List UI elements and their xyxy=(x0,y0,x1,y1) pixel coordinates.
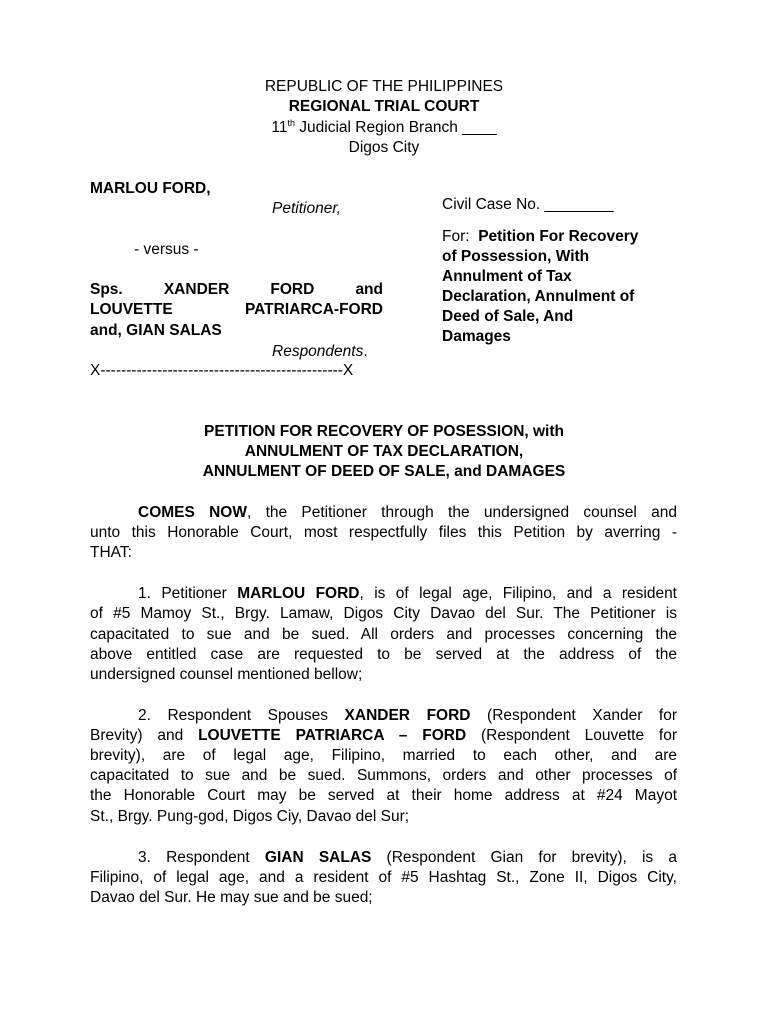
para3-line-2: Filipino, of legal age, and a resident of #5 Hashtag St., Zone II, Digos City, xyxy=(90,869,677,886)
para1-line-5: undersigned counsel mentioned bellow; xyxy=(90,666,363,683)
resp-word: and xyxy=(355,281,383,298)
respondents-line-2 xyxy=(90,301,383,319)
resp-word: LOUVETTE xyxy=(90,301,173,318)
para1-text: , is of legal age, Filipino, and a resident xyxy=(359,585,677,602)
petitioner-name: MARLOU FORD, xyxy=(90,180,211,197)
respondents-label-text: Respondents xyxy=(272,343,364,360)
petitioner-label: Petitioner, xyxy=(272,200,341,217)
para1-name: MARLOU FORD xyxy=(237,585,360,602)
para1-line-4: above entitled case are requested to be served at the address of the xyxy=(90,646,677,663)
respondents-line-3: and, GIAN SALAS xyxy=(90,322,222,339)
comes-now: COMES NOW xyxy=(138,504,247,521)
para1-line-2: of #5 Mamoy St., Brgy. Lamaw, Digos City Davao del Sur. The Petitioner is xyxy=(90,605,677,622)
intro-line-2: unto this Honorable Court, most respectfully files this Petition by averring - xyxy=(90,524,677,541)
header-republic: REPUBLIC OF THE PHILIPPINES xyxy=(264,78,504,95)
for-line-5: Deed of Sale, And xyxy=(442,308,574,325)
para1-text: 1. Petitioner xyxy=(138,585,238,602)
para2-text: 2. Respondent Spouses xyxy=(138,707,345,724)
resp-word: PATRIARCA-FORD xyxy=(244,301,383,318)
para2-line-3: brevity), are of legal age, Filipino, married to each other, and are xyxy=(90,747,677,764)
respondents-label xyxy=(272,343,368,361)
header-court: REGIONAL TRIAL COURT xyxy=(288,98,480,115)
header-branch xyxy=(0,118,768,137)
respondents-period: . xyxy=(363,343,368,360)
for-line-3: Annulment of Tax xyxy=(442,268,572,285)
for-line-6: Damages xyxy=(442,328,511,345)
resp-word: Sps. xyxy=(90,281,123,298)
branch-number: 11 xyxy=(271,119,288,137)
para1-line-3: capacitated to sue and be sued. All orders and processes concerning the xyxy=(90,626,677,643)
for-line-2: of Possession, With xyxy=(442,248,590,265)
para2-text: (Respondent Louvette for xyxy=(466,727,677,744)
para3-name: GIAN SALAS xyxy=(264,849,372,866)
petition-title-line-1: PETITION FOR RECOVERY OF POSESSION, with xyxy=(204,423,564,440)
para2-name: XANDER FORD xyxy=(344,707,471,724)
para2-name: LOUVETTE PATRIARCA – FORD xyxy=(198,727,467,744)
resp-word: FORD xyxy=(270,281,315,298)
respondents-line-1 xyxy=(90,281,383,299)
for-label: For: xyxy=(442,228,470,245)
petition-title-line-2: ANNULMENT OF TAX DECLARATION, xyxy=(244,443,524,460)
intro-line-1 xyxy=(138,504,677,522)
versus: - versus - xyxy=(134,241,199,258)
para2-text: (Respondent Xander for xyxy=(470,707,678,724)
for-line-1 xyxy=(442,228,638,246)
resp-word: XANDER xyxy=(163,281,230,298)
para2-line-2 xyxy=(90,727,677,745)
intro-text: , the Petitioner through the undersigned counsel and xyxy=(247,504,677,521)
civil-case-number: Civil Case No. ________ xyxy=(442,196,614,213)
para2-line-5: the Honorable Court may be served at their home address at #24 Mayot xyxy=(90,787,677,804)
para3-line-3: Davao del Sur. He may sue and be sued; xyxy=(90,889,373,906)
header-city: Digos City xyxy=(348,139,420,156)
intro-line-3: THAT: xyxy=(90,544,132,561)
para3-text: 3. Respondent xyxy=(138,849,265,866)
para2-line-1 xyxy=(138,707,677,725)
para2-line-6: St., Brgy. Pung-god, Digos Ciy, Davao del Sur; xyxy=(90,808,410,825)
para2-text: Brevity) and xyxy=(90,727,199,744)
petition-title-line-3: ANNULMENT OF DEED OF SALE, and DAMAGES xyxy=(202,463,566,480)
for-title: Petition For Recovery xyxy=(478,228,639,245)
branch-ordinal: th xyxy=(287,118,295,128)
branch-text: Judicial Region Branch ____ xyxy=(294,119,497,137)
para3-line-1 xyxy=(138,849,677,867)
caption-divider: X-----------------------------------------------X xyxy=(90,362,354,379)
para2-line-4: capacitated to sue and be sued. Summons, orders and other processes of xyxy=(90,767,677,784)
para1-line-1 xyxy=(138,585,677,603)
for-line-4: Declaration, Annulment of xyxy=(442,288,635,305)
para3-text: (Respondent Gian for brevity), is a xyxy=(371,849,677,866)
